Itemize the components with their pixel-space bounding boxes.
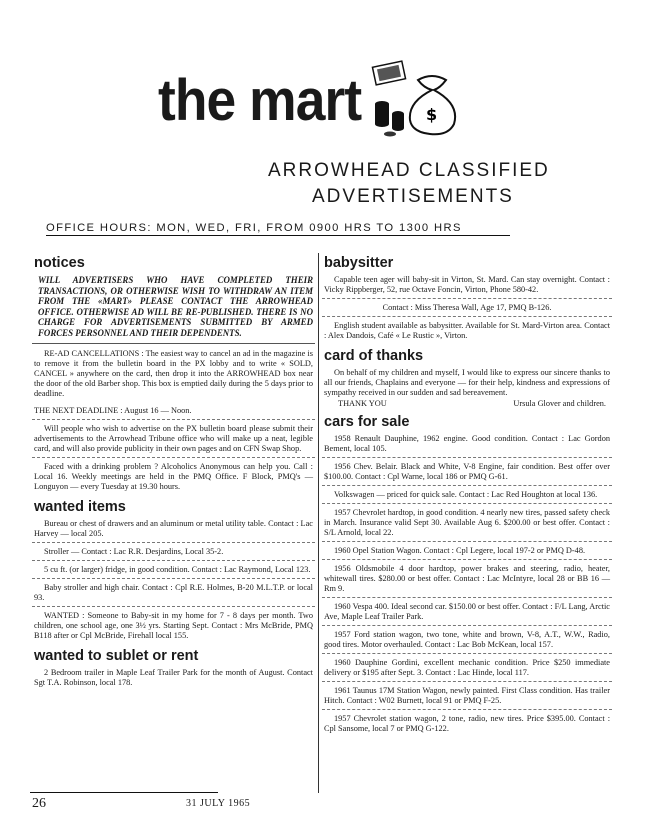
thanks-right: Ursula Glover and children. bbox=[513, 399, 606, 408]
money-bag-icon bbox=[360, 58, 465, 138]
car-item: 1961 Taunus 17M Station Wagon, newly painted. First Class condition. Has trailer Hitch. Contact : W02 Burnett, local 91 or PMQ F-25. bbox=[322, 686, 612, 710]
wanted-item: Bureau or chest of drawers and an aluminum or metal utility table. Contact : Lac Harvey — local 205. bbox=[32, 519, 315, 543]
page-number: 26 bbox=[32, 796, 46, 811]
car-item: 1960 Vespa 400. Ideal second car. $150.00 or best offer. Contact : F/L Lang, Arctic Ave, Maple Leaf Trailer Park. bbox=[322, 602, 612, 626]
car-item: 1956 Oldsmobile 4 door hardtop, power brakes and steering, radio, heater, whitewall tires. $280.00 or best offer. Contact : Lac McIntyre, local 28 or BB 16 — Rm 9. bbox=[322, 564, 612, 598]
subtitle-line1: ARROWHEAD CLASSIFIED bbox=[268, 160, 550, 181]
babysitter-item: English student available as babysitter. Available for St. Mard-Virton area. Contact : Alex Dandois, Café « Le Rustic », Virton. bbox=[324, 321, 610, 340]
sublet-heading: wanted to sublet or rent bbox=[34, 647, 199, 664]
notice-px-board: Will people who wish to advertise on the PX bulletin board please submit their advertisements to the Arrowhead Tribune office who will make up a neat, legible card, and will also provide publicity in their own pages and on CFN Swap Shop. bbox=[32, 424, 315, 458]
babysitter-item: Capable teen ager will baby-sit in Virton, St. Mard. Can stay overnight. Contact : Vicky Rippberger, 52, rue Octave Foncin, Virton, Phone 580-42. bbox=[322, 275, 612, 299]
thanks-left: THANK YOU bbox=[338, 399, 387, 408]
right-column bbox=[322, 253, 612, 741]
thanks-text: On behalf of my children and myself, I would like to express our sincere thanks to all our friends, Chaplains and everyone — for their help, kindness and expressions of sympathy received in our sudden and sad bereavement. bbox=[324, 368, 610, 397]
svg-text:$: $ bbox=[426, 105, 438, 124]
car-item: Volkswagen — priced for quick sale. Contact : Lac Red Houghton at local 136. bbox=[322, 490, 612, 504]
car-item: 1960 Opel Station Wagon. Contact : Cpl Legere, local 197-2 or PMQ D-48. bbox=[322, 546, 612, 560]
masthead-title: the mart bbox=[158, 68, 362, 133]
left-column bbox=[32, 253, 315, 695]
wanted-item: Baby stroller and high chair. Contact : Cpl R.E. Holmes, B-20 M.L.T.P. or local 93. bbox=[32, 583, 315, 607]
notice-readcancel: RE-AD CANCELLATIONS : The easiest way to cancel an ad in the magazine is to remove it from the bulletin board in the PX lobby and to write « SOLD, CANCEL » anywhere on the card, then drop it into the ARROWHEAD box near the door of the old Barber shop. This box is emptied daily during the 5 days prior to deadline. bbox=[34, 348, 313, 398]
wanted-heading: wanted items bbox=[34, 498, 126, 515]
cars-heading: cars for sale bbox=[324, 414, 410, 430]
page-date: 31 JULY 1965 bbox=[186, 798, 251, 809]
notice-aa: Faced with a drinking problem ? Alcoholics Anonymous can help you. Call : Local 16. Weekly meetings are held in the PMQ Office. F Block, PMQ's — Longuyon — every Tuesday at 19.30 hours. bbox=[34, 461, 313, 491]
car-item: 1958 Renault Dauphine, 1962 engine. Good condition. Contact : Lac Gordon Bement, local 105. bbox=[322, 434, 612, 458]
car-item: 1957 Chevrolet station wagon, 2 tone, radio, new tires. Price $395.00. Contact : Cpl Sansome, local 7 or PMQ G-122. bbox=[324, 714, 610, 733]
car-item: 1957 Ford station wagon, two tone, white and brown, V-8, A.T., W.W., Radio, good tires. Motor overhauled. Contact : Lac Bob McKean, local 157. bbox=[322, 630, 612, 654]
subtitle-line2: ADVERTISEMENTS bbox=[312, 186, 514, 207]
wanted-item: WANTED : Someone to Baby-sit in my home for 7 - 8 days per month. Two children, one school age, one 3½ yrs. Starting Sept. Contact : Mrs McBride, PMQ B118 after or Cpl McBride, Firehall local 155. bbox=[34, 610, 313, 640]
car-item: 1956 Chev. Belair. Black and White, V-8 Engine, fair condition. Best offer over $100.00. Contact : Cpl Warne, local 186 or PMQ G-61. bbox=[322, 462, 612, 486]
car-item: 1957 Chevrolet hardtop, in good condition. 4 nearly new tires, passed safety check in March. Insurance valid Sept 30. Available Aug 6. $200.00 or best offer. Contact : S/L Arnold, local 22. bbox=[322, 508, 612, 542]
wanted-item: 5 cu ft. (or larger) fridge, in good condition. Contact : Lac Raymond, Local 123. bbox=[32, 565, 315, 579]
car-item: 1960 Dauphine Gordini, excellent mechanic condition. Price $250 immediate delivery or $195 after Sept. 3. Contact : Lac Hinde, local 117. bbox=[322, 658, 612, 682]
notice-deadline: THE NEXT DEADLINE : August 16 — Noon. bbox=[32, 406, 315, 420]
thanks-signoff bbox=[322, 399, 612, 412]
notices-heading: notices bbox=[34, 255, 85, 271]
sublet-item: 2 Bedroom trailer in Maple Leaf Trailer Park for the month of August. Contact Sgt T.A. Robinson, local 178. bbox=[34, 667, 313, 687]
footer-rule bbox=[30, 792, 218, 793]
thanks-heading: card of thanks bbox=[324, 348, 424, 364]
babysitter-heading: babysitter bbox=[324, 255, 394, 271]
office-hours: OFFICE HOURS: MON, WED, FRI, FROM 0900 HRS TO 1300 HRS bbox=[46, 222, 510, 236]
wanted-item: Stroller — Contact : Lac R.R. Desjardins, Local 35-2. bbox=[32, 547, 315, 561]
column-divider bbox=[318, 253, 319, 793]
babysitter-item: Contact : Miss Theresa Wall, Age 17, PMQ B-126. bbox=[322, 303, 612, 317]
notice-main: WILL ADVERTISERS WHO HAVE COMPLETED THEIR TRANSACTIONS, OR OTHERWISE WISH TO WITHDRAW AN ITEM FROM THE «MART» PLEASE CONTACT THE ARROWHEAD OFFICE. OTHERWISE AD WILL BE RE-PUBLISHED. THERE IS NO CHARGE FOR ADVERTISEMENTS SUBMITTED BY ARMED FORCES PERSONNEL AND THEIR DEPENDENTS. bbox=[32, 275, 315, 344]
